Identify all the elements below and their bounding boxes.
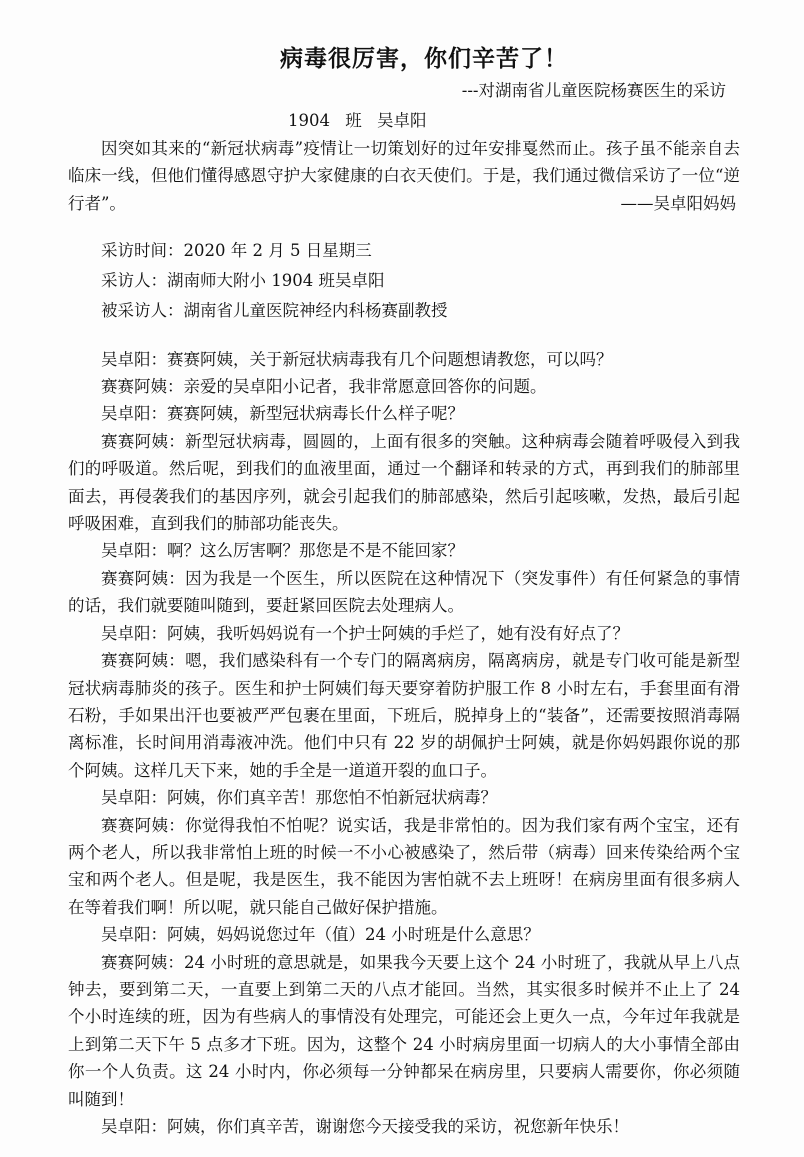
dialog-line: 赛赛阿姨：24 小时班的意思就是，如果我今天要上这个 24 小时班了，我就从早上八点钟去，要到第二天，一直要上到第二天的八点才能回。当然，其实很多时候并不止上了 24 个小时连续的班，因为有些病人的事情没有处理完，可能还会上更久一点，今年过年我就是上到第二天下午 5 点多才下班。因为，这整个 24 小时病房里面一切病人的大小事情全部由你一个人负责。这 24 小时内，你必须每一分钟都呆在病房里，只要病人需要你，你必须随叫随到！ bbox=[68, 952, 740, 1109]
dialog-line: 吴卓阳：阿姨，妈妈说您过年（值）24 小时班是什么意思？ bbox=[101, 925, 540, 945]
article-subtitle: ---对湖南省儿童医院杨赛医生的采访 bbox=[461, 81, 726, 100]
intro-paragraph: 因突如其来的“新冠状病毒”疫情让一切策划好的过年安排戛然而止。孩子虽不能亲自去临床一线，但他们懂得感恩守护大家健康的白衣天使们。于是，我们通过微信采访了一位“逆行者”。 bbox=[68, 139, 740, 213]
interviewer: 采访人：湖南师大附小 1904 班吴卓阳 bbox=[101, 270, 385, 290]
interview-time: 采访时间：2020 年 2 月 5 日星期三 bbox=[101, 240, 372, 260]
dialog-line: 赛赛阿姨：你觉得我怕不怕呢？说实话，我是非常怕的。因为我们家有两个宝宝，还有两个老人，所以我非常怕上班的时候一不小心被感染了，然后带（病毒）回来传染给两个宝宝和两个老人。但是呢，我是医生，我不能因为害怕就不去上班呀！在病房里面有很多病人在等着我们啊！所以呢，就只能自己做好保护措施。 bbox=[68, 815, 740, 917]
dialog-line: 吴卓阳：啊？这么厉害啊？那您是不是不能回家？ bbox=[101, 541, 464, 561]
dialog-line: 吴卓阳：赛赛阿姨，关于新冠状病毒我有几个问题想请教您，可以吗？ bbox=[101, 349, 613, 369]
dialog-line: 赛赛阿姨：亲爱的吴卓阳小记者，我非常愿意回答你的问题。 bbox=[101, 377, 547, 397]
dialog-line: 吴卓阳：赛赛阿姨，新型冠状病毒长什么样子呢？ bbox=[101, 404, 464, 424]
dialog-line: 吴卓阳：阿姨，你们真辛苦，谢谢您今天接受我的采访，祝您新年快乐！ bbox=[101, 1117, 629, 1136]
dialog-line: 赛赛阿姨：新型冠状病毒，圆圆的，上面有很多的突触。这种病毒会随着呼吸侵入到我们的呼吸道。然后呢，到我们的血液里面，通过一个翻译和转录的方式，再到我们的肺部里面去，再侵袭我们的基因序列，就会引起我们的肺部感染，然后引起咳嗽，发热，最后引起呼吸困难，直到我们的肺部功能丧失。 bbox=[68, 431, 740, 534]
dialog-line: 赛赛阿姨：因为我是一个医生，所以医院在这种情况下（突发事件）有任何紧急的事情的话，我们就要随叫随到，要赶紧回医院去处理病人。 bbox=[68, 568, 740, 616]
article-title: 病毒很厉害，你们辛苦了！ bbox=[280, 45, 568, 72]
dialog-line: 吴卓阳：阿姨，你们真辛苦！那您怕不怕新冠状病毒？ bbox=[101, 788, 497, 808]
dialog-line: 吴卓阳：阿姨，我听妈妈说有一个护士阿姨的手烂了，她有没有好点了？ bbox=[101, 623, 629, 643]
dialog-line: 赛赛阿姨：嗯，我们感染科有一个专门的隔离病房，隔离病房，就是专门收可能是新型冠状病毒肺炎的孩子。医生和护士阿姨们每天要穿着防护服工作 8 小时左右，手套里面有滑石粉，手如果出汗也要被严严包裹在里面，下班后，脱掉身上的“装备”，还需要按照消毒隔离标准，长时间用消毒液冲洗。他们中只有 22 岁的胡佩护士阿姨，就是你妈妈跟你说的那个阿姨。这样几天下来，她的手全是一道道开裂的血口子。 bbox=[68, 651, 740, 780]
intro-signature: ——吴卓阳妈妈 bbox=[620, 194, 736, 214]
interviewee: 被采访人：湖南省儿童医院神经内科杨赛副教授 bbox=[101, 300, 448, 320]
interview-meta bbox=[68, 236, 740, 326]
author-byline: 1904 班 吴卓阳 bbox=[288, 111, 427, 130]
interview-dialog bbox=[68, 346, 740, 1141]
